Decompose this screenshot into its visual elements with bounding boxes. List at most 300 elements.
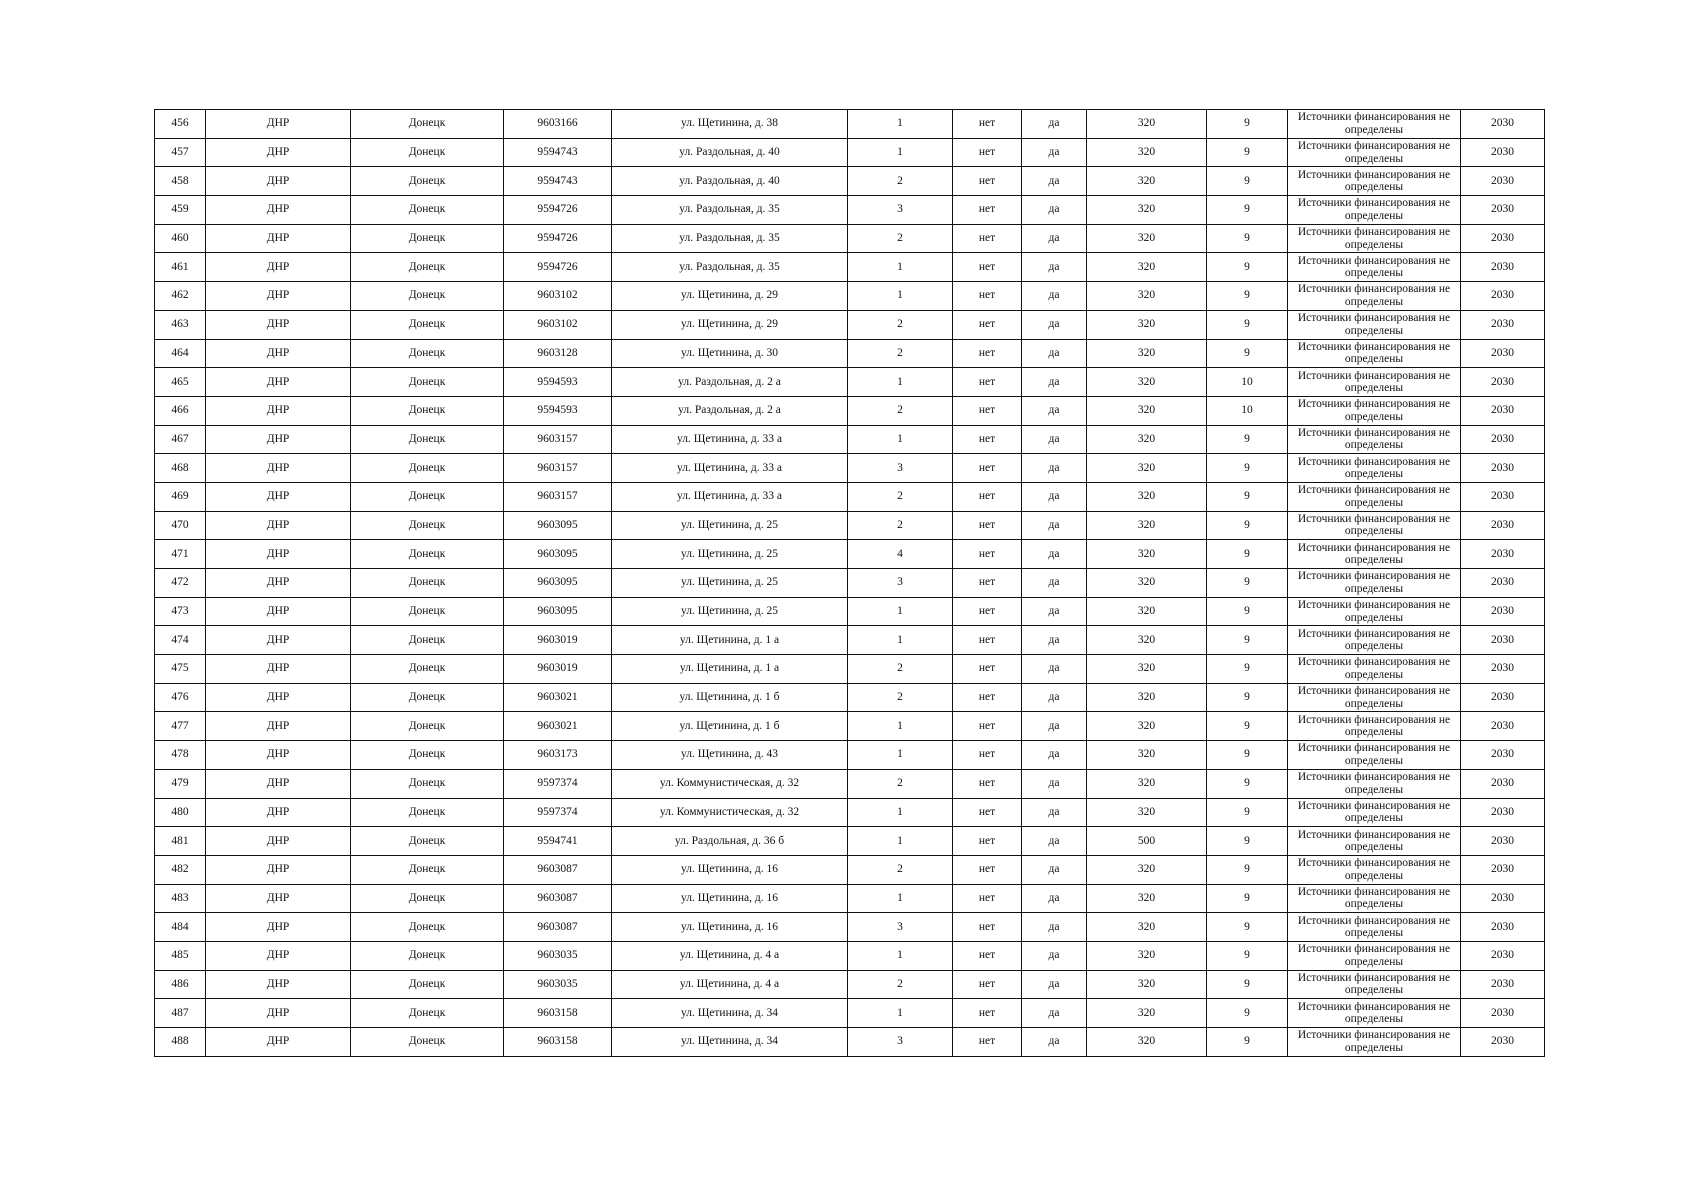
cell-flag-2: да <box>1022 138 1087 167</box>
cell-code: 9594743 <box>504 167 612 196</box>
cell-flag-2: да <box>1022 396 1087 425</box>
cell-address: ул. Щетинина, д. 25 <box>612 569 848 598</box>
cell-floors: 9 <box>1207 597 1288 626</box>
cell-floors: 9 <box>1207 138 1288 167</box>
cell-address: ул. Щетинина, д. 4 а <box>612 970 848 999</box>
cell-number: 488 <box>155 1028 206 1057</box>
cell-entrance: 2 <box>848 655 953 684</box>
cell-address: ул. Раздольная, д. 35 <box>612 224 848 253</box>
cell-year: 2030 <box>1461 913 1545 942</box>
cell-floors: 9 <box>1207 827 1288 856</box>
cell-number: 467 <box>155 425 206 454</box>
cell-floors: 9 <box>1207 511 1288 540</box>
cell-floors: 9 <box>1207 540 1288 569</box>
cell-address: ул. Коммунистическая, д. 32 <box>612 798 848 827</box>
cell-address: ул. Щетинина, д. 25 <box>612 511 848 540</box>
cell-number: 460 <box>155 224 206 253</box>
cell-entrance: 1 <box>848 999 953 1028</box>
cell-flag-2: да <box>1022 224 1087 253</box>
cell-funding: Источники финансирования не определены <box>1288 167 1461 196</box>
cell-floors: 9 <box>1207 167 1288 196</box>
cell-funding: Источники финансирования не определены <box>1288 540 1461 569</box>
table-row <box>155 1028 1545 1057</box>
cell-value: 320 <box>1087 741 1207 770</box>
cell-city: Донецк <box>351 339 504 368</box>
cell-funding: Источники финансирования не определены <box>1288 1028 1461 1057</box>
cell-value: 320 <box>1087 482 1207 511</box>
cell-year: 2030 <box>1461 1028 1545 1057</box>
cell-year: 2030 <box>1461 110 1545 139</box>
cell-value: 320 <box>1087 396 1207 425</box>
cell-funding: Источники финансирования не определены <box>1288 655 1461 684</box>
cell-code: 9603087 <box>504 884 612 913</box>
cell-flag-1: нет <box>953 310 1022 339</box>
cell-floors: 9 <box>1207 310 1288 339</box>
cell-address: ул. Щетинина, д. 34 <box>612 1028 848 1057</box>
cell-code: 9603128 <box>504 339 612 368</box>
cell-region: ДНР <box>206 569 351 598</box>
cell-flag-1: нет <box>953 138 1022 167</box>
cell-flag-2: да <box>1022 999 1087 1028</box>
cell-entrance: 1 <box>848 827 953 856</box>
cell-city: Донецк <box>351 110 504 139</box>
cell-address: ул. Раздольная, д. 35 <box>612 196 848 225</box>
table-row <box>155 253 1545 282</box>
cell-flag-2: да <box>1022 454 1087 483</box>
cell-address: ул. Щетинина, д. 1 б <box>612 712 848 741</box>
cell-year: 2030 <box>1461 310 1545 339</box>
cell-floors: 9 <box>1207 855 1288 884</box>
cell-city: Донецк <box>351 224 504 253</box>
table-row <box>155 798 1545 827</box>
cell-number: 477 <box>155 712 206 741</box>
cell-entrance: 1 <box>848 884 953 913</box>
cell-funding: Источники финансирования не определены <box>1288 827 1461 856</box>
cell-region: ДНР <box>206 368 351 397</box>
cell-value: 320 <box>1087 110 1207 139</box>
cell-year: 2030 <box>1461 569 1545 598</box>
cell-city: Донецк <box>351 626 504 655</box>
cell-flag-2: да <box>1022 683 1087 712</box>
cell-year: 2030 <box>1461 511 1545 540</box>
cell-number: 472 <box>155 569 206 598</box>
cell-year: 2030 <box>1461 454 1545 483</box>
cell-entrance: 2 <box>848 224 953 253</box>
cell-flag-1: нет <box>953 282 1022 311</box>
cell-city: Донецк <box>351 511 504 540</box>
cell-flag-2: да <box>1022 827 1087 856</box>
cell-flag-2: да <box>1022 282 1087 311</box>
cell-code: 9594593 <box>504 368 612 397</box>
cell-code: 9597374 <box>504 769 612 798</box>
cell-number: 459 <box>155 196 206 225</box>
cell-flag-2: да <box>1022 540 1087 569</box>
cell-entrance: 2 <box>848 482 953 511</box>
cell-entrance: 2 <box>848 396 953 425</box>
cell-flag-2: да <box>1022 741 1087 770</box>
cell-flag-2: да <box>1022 913 1087 942</box>
cell-floors: 9 <box>1207 1028 1288 1057</box>
cell-number: 485 <box>155 941 206 970</box>
cell-floors: 9 <box>1207 655 1288 684</box>
cell-entrance: 1 <box>848 597 953 626</box>
cell-region: ДНР <box>206 655 351 684</box>
cell-value: 320 <box>1087 970 1207 999</box>
cell-code: 9603035 <box>504 941 612 970</box>
cell-region: ДНР <box>206 511 351 540</box>
cell-value: 320 <box>1087 253 1207 282</box>
cell-entrance: 1 <box>848 110 953 139</box>
cell-address: ул. Щетинина, д. 1 б <box>612 683 848 712</box>
cell-value: 320 <box>1087 454 1207 483</box>
cell-funding: Источники финансирования не определены <box>1288 425 1461 454</box>
cell-code: 9594743 <box>504 138 612 167</box>
cell-floors: 9 <box>1207 282 1288 311</box>
cell-flag-1: нет <box>953 482 1022 511</box>
cell-funding: Источники финансирования не определены <box>1288 999 1461 1028</box>
cell-flag-1: нет <box>953 970 1022 999</box>
cell-floors: 9 <box>1207 224 1288 253</box>
cell-city: Донецк <box>351 282 504 311</box>
cell-flag-2: да <box>1022 253 1087 282</box>
cell-region: ДНР <box>206 454 351 483</box>
cell-code: 9594593 <box>504 396 612 425</box>
table-row <box>155 827 1545 856</box>
cell-funding: Источники финансирования не определены <box>1288 769 1461 798</box>
cell-flag-2: да <box>1022 855 1087 884</box>
cell-flag-2: да <box>1022 970 1087 999</box>
cell-year: 2030 <box>1461 970 1545 999</box>
cell-value: 320 <box>1087 999 1207 1028</box>
cell-year: 2030 <box>1461 368 1545 397</box>
cell-flag-2: да <box>1022 482 1087 511</box>
cell-flag-2: да <box>1022 712 1087 741</box>
cell-funding: Источники финансирования не определены <box>1288 626 1461 655</box>
cell-number: 463 <box>155 310 206 339</box>
cell-value: 320 <box>1087 368 1207 397</box>
table-row <box>155 540 1545 569</box>
cell-floors: 9 <box>1207 253 1288 282</box>
cell-number: 487 <box>155 999 206 1028</box>
cell-floors: 9 <box>1207 569 1288 598</box>
cell-city: Донецк <box>351 855 504 884</box>
cell-entrance: 3 <box>848 1028 953 1057</box>
cell-city: Донецк <box>351 970 504 999</box>
table-row <box>155 282 1545 311</box>
cell-entrance: 2 <box>848 855 953 884</box>
cell-number: 474 <box>155 626 206 655</box>
cell-region: ДНР <box>206 712 351 741</box>
table-row <box>155 425 1545 454</box>
cell-entrance: 3 <box>848 454 953 483</box>
cell-code: 9603021 <box>504 712 612 741</box>
cell-address: ул. Щетинина, д. 34 <box>612 999 848 1028</box>
cell-region: ДНР <box>206 310 351 339</box>
cell-entrance: 1 <box>848 425 953 454</box>
cell-number: 479 <box>155 769 206 798</box>
cell-flag-1: нет <box>953 855 1022 884</box>
cell-funding: Источники финансирования не определены <box>1288 683 1461 712</box>
table-row <box>155 683 1545 712</box>
cell-floors: 9 <box>1207 454 1288 483</box>
cell-address: ул. Щетинина, д. 4 а <box>612 941 848 970</box>
cell-floors: 9 <box>1207 425 1288 454</box>
cell-number: 469 <box>155 482 206 511</box>
cell-value: 320 <box>1087 769 1207 798</box>
cell-flag-2: да <box>1022 569 1087 598</box>
cell-floors: 9 <box>1207 683 1288 712</box>
cell-funding: Источники финансирования не определены <box>1288 798 1461 827</box>
cell-address: ул. Щетинина, д. 16 <box>612 884 848 913</box>
table-row <box>155 597 1545 626</box>
cell-flag-2: да <box>1022 425 1087 454</box>
cell-funding: Источники финансирования не определены <box>1288 339 1461 368</box>
cell-address: ул. Щетинина, д. 16 <box>612 913 848 942</box>
table-row <box>155 167 1545 196</box>
cell-funding: Источники финансирования не определены <box>1288 224 1461 253</box>
cell-funding: Источники финансирования не определены <box>1288 913 1461 942</box>
cell-flag-2: да <box>1022 626 1087 655</box>
cell-city: Донецк <box>351 540 504 569</box>
cell-value: 320 <box>1087 597 1207 626</box>
cell-city: Донецк <box>351 741 504 770</box>
table-row <box>155 224 1545 253</box>
cell-value: 320 <box>1087 196 1207 225</box>
cell-number: 484 <box>155 913 206 942</box>
cell-year: 2030 <box>1461 769 1545 798</box>
cell-floors: 9 <box>1207 970 1288 999</box>
cell-year: 2030 <box>1461 396 1545 425</box>
cell-entrance: 1 <box>848 626 953 655</box>
cell-address: ул. Раздольная, д. 35 <box>612 253 848 282</box>
cell-address: ул. Щетинина, д. 43 <box>612 741 848 770</box>
table-row <box>155 941 1545 970</box>
cell-floors: 9 <box>1207 196 1288 225</box>
cell-region: ДНР <box>206 138 351 167</box>
cell-code: 9603019 <box>504 655 612 684</box>
cell-number: 464 <box>155 339 206 368</box>
cell-value: 320 <box>1087 224 1207 253</box>
cell-city: Донецк <box>351 425 504 454</box>
cell-number: 481 <box>155 827 206 856</box>
cell-year: 2030 <box>1461 425 1545 454</box>
cell-entrance: 2 <box>848 167 953 196</box>
cell-flag-1: нет <box>953 683 1022 712</box>
cell-code: 9603095 <box>504 511 612 540</box>
cell-value: 320 <box>1087 167 1207 196</box>
cell-city: Донецк <box>351 167 504 196</box>
cell-entrance: 1 <box>848 253 953 282</box>
cell-number: 471 <box>155 540 206 569</box>
cell-code: 9603095 <box>504 597 612 626</box>
cell-year: 2030 <box>1461 798 1545 827</box>
cell-code: 9603087 <box>504 913 612 942</box>
cell-funding: Источники финансирования не определены <box>1288 511 1461 540</box>
cell-entrance: 2 <box>848 310 953 339</box>
cell-flag-1: нет <box>953 167 1022 196</box>
cell-code: 9603157 <box>504 482 612 511</box>
cell-funding: Источники финансирования не определены <box>1288 368 1461 397</box>
cell-year: 2030 <box>1461 339 1545 368</box>
cell-code: 9603087 <box>504 855 612 884</box>
cell-code: 9603157 <box>504 454 612 483</box>
cell-funding: Источники финансирования не определены <box>1288 741 1461 770</box>
cell-year: 2030 <box>1461 655 1545 684</box>
cell-region: ДНР <box>206 282 351 311</box>
cell-region: ДНР <box>206 913 351 942</box>
cell-year: 2030 <box>1461 626 1545 655</box>
cell-entrance: 2 <box>848 683 953 712</box>
table-body <box>155 110 1545 1057</box>
cell-flag-1: нет <box>953 454 1022 483</box>
cell-entrance: 1 <box>848 798 953 827</box>
cell-region: ДНР <box>206 827 351 856</box>
cell-year: 2030 <box>1461 999 1545 1028</box>
table-row <box>155 396 1545 425</box>
table-row <box>155 884 1545 913</box>
cell-floors: 9 <box>1207 769 1288 798</box>
cell-value: 320 <box>1087 569 1207 598</box>
cell-flag-1: нет <box>953 569 1022 598</box>
cell-flag-2: да <box>1022 769 1087 798</box>
cell-year: 2030 <box>1461 941 1545 970</box>
cell-city: Донецк <box>351 396 504 425</box>
cell-region: ДНР <box>206 425 351 454</box>
cell-funding: Источники финансирования не определены <box>1288 941 1461 970</box>
cell-code: 9603102 <box>504 282 612 311</box>
cell-flag-2: да <box>1022 798 1087 827</box>
cell-region: ДНР <box>206 941 351 970</box>
cell-entrance: 4 <box>848 540 953 569</box>
cell-number: 462 <box>155 282 206 311</box>
table-row <box>155 970 1545 999</box>
cell-region: ДНР <box>206 597 351 626</box>
table-row <box>155 511 1545 540</box>
cell-city: Донецк <box>351 913 504 942</box>
cell-region: ДНР <box>206 1028 351 1057</box>
cell-address: ул. Щетинина, д. 38 <box>612 110 848 139</box>
cell-city: Донецк <box>351 884 504 913</box>
table-row <box>155 655 1545 684</box>
cell-address: ул. Щетинина, д. 25 <box>612 540 848 569</box>
cell-flag-1: нет <box>953 913 1022 942</box>
cell-region: ДНР <box>206 253 351 282</box>
cell-code: 9603035 <box>504 970 612 999</box>
cell-entrance: 1 <box>848 368 953 397</box>
cell-code: 9603157 <box>504 425 612 454</box>
cell-floors: 10 <box>1207 396 1288 425</box>
cell-flag-2: да <box>1022 884 1087 913</box>
cell-city: Донецк <box>351 798 504 827</box>
cell-value: 320 <box>1087 511 1207 540</box>
cell-entrance: 2 <box>848 769 953 798</box>
cell-entrance: 3 <box>848 913 953 942</box>
cell-code: 9594726 <box>504 253 612 282</box>
cell-region: ДНР <box>206 540 351 569</box>
cell-floors: 9 <box>1207 110 1288 139</box>
cell-number: 483 <box>155 884 206 913</box>
cell-address: ул. Щетинина, д. 1 а <box>612 626 848 655</box>
cell-floors: 9 <box>1207 999 1288 1028</box>
cell-address: ул. Щетинина, д. 16 <box>612 855 848 884</box>
cell-address: ул. Раздольная, д. 40 <box>612 167 848 196</box>
cell-value: 320 <box>1087 683 1207 712</box>
cell-address: ул. Щетинина, д. 1 а <box>612 655 848 684</box>
cell-year: 2030 <box>1461 224 1545 253</box>
cell-code: 9603158 <box>504 999 612 1028</box>
cell-entrance: 3 <box>848 196 953 225</box>
cell-floors: 9 <box>1207 482 1288 511</box>
cell-address: ул. Щетинина, д. 29 <box>612 282 848 311</box>
cell-flag-1: нет <box>953 540 1022 569</box>
cell-year: 2030 <box>1461 712 1545 741</box>
cell-address: ул. Щетинина, д. 33 а <box>612 425 848 454</box>
cell-flag-1: нет <box>953 941 1022 970</box>
cell-address: ул. Щетинина, д. 29 <box>612 310 848 339</box>
cell-entrance: 2 <box>848 339 953 368</box>
table-row <box>155 741 1545 770</box>
cell-region: ДНР <box>206 769 351 798</box>
cell-address: ул. Раздольная, д. 2 а <box>612 368 848 397</box>
cell-entrance: 1 <box>848 138 953 167</box>
cell-flag-2: да <box>1022 655 1087 684</box>
cell-value: 320 <box>1087 1028 1207 1057</box>
table-row <box>155 482 1545 511</box>
cell-flag-1: нет <box>953 224 1022 253</box>
table-row <box>155 769 1545 798</box>
cell-address: ул. Щетинина, д. 30 <box>612 339 848 368</box>
cell-region: ДНР <box>206 224 351 253</box>
cell-code: 9603102 <box>504 310 612 339</box>
cell-number: 486 <box>155 970 206 999</box>
cell-flag-1: нет <box>953 798 1022 827</box>
cell-flag-1: нет <box>953 769 1022 798</box>
cell-flag-2: да <box>1022 196 1087 225</box>
cell-code: 9603173 <box>504 741 612 770</box>
cell-flag-2: да <box>1022 511 1087 540</box>
cell-year: 2030 <box>1461 540 1545 569</box>
cell-year: 2030 <box>1461 884 1545 913</box>
cell-city: Донецк <box>351 999 504 1028</box>
cell-funding: Источники финансирования не определены <box>1288 970 1461 999</box>
cell-city: Донецк <box>351 138 504 167</box>
cell-region: ДНР <box>206 167 351 196</box>
cell-entrance: 1 <box>848 282 953 311</box>
cell-region: ДНР <box>206 855 351 884</box>
table-row <box>155 368 1545 397</box>
cell-city: Донецк <box>351 769 504 798</box>
cell-flag-1: нет <box>953 884 1022 913</box>
cell-region: ДНР <box>206 110 351 139</box>
cell-value: 320 <box>1087 712 1207 741</box>
cell-city: Донецк <box>351 827 504 856</box>
cell-address: ул. Щетинина, д. 33 а <box>612 482 848 511</box>
cell-floors: 9 <box>1207 798 1288 827</box>
cell-flag-1: нет <box>953 368 1022 397</box>
cell-flag-1: нет <box>953 655 1022 684</box>
cell-value: 320 <box>1087 425 1207 454</box>
cell-floors: 9 <box>1207 626 1288 655</box>
cell-region: ДНР <box>206 196 351 225</box>
cell-flag-1: нет <box>953 511 1022 540</box>
table-row <box>155 855 1545 884</box>
table-row <box>155 626 1545 655</box>
cell-address: ул. Раздольная, д. 2 а <box>612 396 848 425</box>
cell-funding: Источники финансирования не определены <box>1288 196 1461 225</box>
cell-flag-2: да <box>1022 339 1087 368</box>
cell-year: 2030 <box>1461 282 1545 311</box>
cell-flag-1: нет <box>953 339 1022 368</box>
